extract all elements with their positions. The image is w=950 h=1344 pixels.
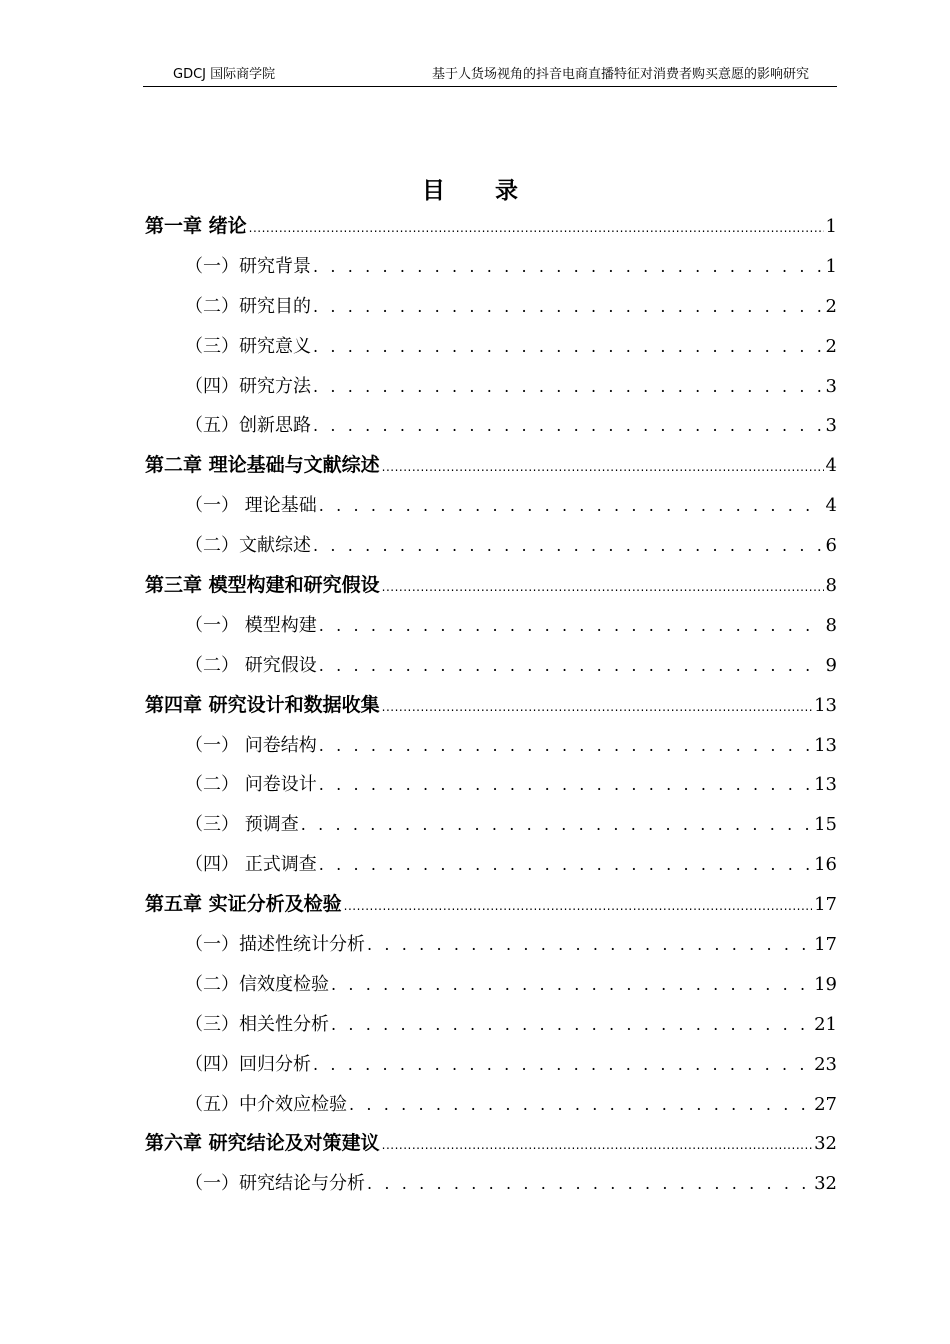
toc-entry-label: （一） 理论基础 bbox=[185, 495, 317, 517]
toc-page-number: 9 bbox=[825, 654, 837, 676]
toc-entry-label: 第三章 模型构建和研究假设 bbox=[145, 574, 380, 597]
toc-page-number: 2 bbox=[825, 295, 837, 317]
toc-page-number: 13 bbox=[814, 774, 837, 796]
toc-section-entry[interactable] bbox=[145, 646, 837, 686]
toc-section-entry[interactable] bbox=[145, 367, 837, 407]
toc-chapter-entry[interactable] bbox=[145, 566, 837, 606]
toc-entry-label: （五）中介效应检验 bbox=[185, 1093, 347, 1115]
toc-section-entry[interactable] bbox=[145, 406, 837, 446]
toc-entry-label: 第一章 绪论 bbox=[145, 215, 247, 237]
toc-entry-label: 第六章 研究结论及对策建议 bbox=[145, 1132, 380, 1155]
dot-leader bbox=[301, 805, 812, 845]
header-thesis-title: 基于人货场视角的抖音电商直播特征对消费者购买意愿的影响研究 bbox=[431, 67, 809, 82]
toc-page-number: 8 bbox=[825, 614, 837, 636]
toc-page-number: 23 bbox=[814, 1053, 837, 1075]
dot-leader bbox=[382, 446, 824, 488]
toc-entry-label: 第五章 实证分析及检验 bbox=[145, 893, 342, 916]
table-of-contents bbox=[145, 207, 837, 1204]
toc-page-number: 15 bbox=[814, 814, 837, 836]
toc-page-number: 17 bbox=[814, 934, 837, 956]
dot-leader bbox=[319, 606, 824, 646]
header-institution: GDCJ 国际商学院 bbox=[173, 67, 276, 82]
toc-section-entry[interactable] bbox=[145, 247, 837, 287]
toc-entry-label: （二） 问卷设计 bbox=[185, 774, 317, 796]
toc-chapter-entry[interactable] bbox=[145, 885, 837, 925]
toc-section-entry[interactable] bbox=[145, 726, 837, 766]
toc-entry-label: （一）研究结论与分析 bbox=[185, 1173, 365, 1195]
toc-section-entry[interactable] bbox=[145, 765, 837, 805]
dot-leader bbox=[319, 646, 824, 686]
dot-leader bbox=[367, 1164, 812, 1204]
toc-page-number: 32 bbox=[814, 1173, 837, 1195]
toc-page-number: 6 bbox=[825, 535, 837, 557]
toc-section-entry[interactable] bbox=[145, 805, 837, 845]
toc-entry-label: （二）信效度检验 bbox=[185, 973, 329, 995]
toc-section-entry[interactable] bbox=[145, 1005, 837, 1045]
toc-section-entry[interactable] bbox=[145, 1085, 837, 1125]
toc-entry-label: （三）相关性分析 bbox=[185, 1013, 329, 1035]
toc-section-entry[interactable] bbox=[145, 327, 837, 367]
toc-section-entry[interactable] bbox=[145, 965, 837, 1005]
toc-page-number: 4 bbox=[825, 495, 837, 517]
toc-page-number: 13 bbox=[814, 734, 837, 756]
toc-page-number: 16 bbox=[814, 854, 837, 876]
toc-entry-label: （四）研究方法 bbox=[185, 375, 311, 397]
toc-entry-label: （四）回归分析 bbox=[185, 1053, 311, 1075]
dot-leader bbox=[319, 765, 812, 805]
dot-leader bbox=[313, 1045, 812, 1085]
dot-leader bbox=[349, 1085, 812, 1125]
dot-leader bbox=[382, 566, 824, 608]
toc-page-number: 17 bbox=[814, 894, 837, 916]
dot-leader bbox=[313, 247, 824, 287]
toc-page-number: 21 bbox=[814, 1013, 837, 1035]
toc-entry-label: （一） 模型构建 bbox=[185, 614, 317, 636]
toc-entry-label: （三） 预调查 bbox=[185, 814, 299, 836]
toc-title: 目录 bbox=[422, 178, 568, 204]
toc-section-entry[interactable] bbox=[145, 486, 837, 526]
toc-section-entry[interactable] bbox=[145, 1164, 837, 1204]
toc-entry-label: （五）创新思路 bbox=[185, 415, 311, 437]
toc-chapter-entry[interactable] bbox=[145, 446, 837, 486]
dot-leader bbox=[313, 406, 824, 446]
dot-leader bbox=[319, 486, 824, 526]
dot-leader bbox=[367, 925, 812, 965]
toc-page-number: 19 bbox=[814, 973, 837, 995]
dot-leader bbox=[313, 327, 824, 367]
dot-leader bbox=[313, 367, 824, 407]
toc-section-entry[interactable] bbox=[145, 925, 837, 965]
toc-entry-label: （一）描述性统计分析 bbox=[185, 934, 365, 956]
toc-page-number: 1 bbox=[825, 216, 837, 237]
dot-leader bbox=[382, 686, 812, 728]
toc-entry-label: （一）研究背景 bbox=[185, 255, 311, 277]
toc-page-number: 32 bbox=[814, 1133, 837, 1155]
toc-entry-label: 第二章 理论基础与文献综述 bbox=[145, 454, 380, 477]
toc-entry-label: （二） 研究假设 bbox=[185, 654, 317, 676]
toc-page-number: 3 bbox=[825, 375, 837, 397]
toc-entry-label: 第四章 研究设计和数据收集 bbox=[145, 693, 380, 716]
dot-leader bbox=[382, 1124, 812, 1166]
dot-leader bbox=[319, 845, 812, 885]
toc-entry-label: （四） 正式调查 bbox=[185, 854, 317, 876]
toc-entry-label: （一） 问卷结构 bbox=[185, 734, 317, 756]
toc-entry-label: （二）文献综述 bbox=[185, 535, 311, 557]
toc-page-number: 1 bbox=[825, 255, 837, 277]
dot-leader bbox=[331, 965, 812, 1005]
dot-leader bbox=[313, 287, 824, 327]
dot-leader bbox=[313, 526, 824, 566]
toc-page-number: 27 bbox=[814, 1093, 837, 1115]
toc-chapter-entry[interactable] bbox=[145, 686, 837, 726]
toc-chapter-entry[interactable] bbox=[145, 207, 837, 247]
toc-page-number: 3 bbox=[825, 415, 837, 437]
dot-leader bbox=[249, 207, 824, 249]
toc-section-entry[interactable] bbox=[145, 526, 837, 566]
toc-section-entry[interactable] bbox=[145, 1045, 837, 1085]
dot-leader bbox=[344, 885, 812, 927]
toc-entry-label: （二）研究目的 bbox=[185, 295, 311, 317]
page-header bbox=[143, 66, 837, 87]
dot-leader bbox=[319, 726, 812, 766]
toc-page-number: 2 bbox=[825, 335, 837, 357]
toc-chapter-entry[interactable] bbox=[145, 1124, 837, 1164]
toc-page-number: 8 bbox=[825, 575, 837, 597]
toc-section-entry[interactable] bbox=[145, 845, 837, 885]
toc-entry-label: （三）研究意义 bbox=[185, 335, 311, 357]
dot-leader bbox=[331, 1005, 812, 1045]
toc-section-entry[interactable] bbox=[145, 606, 837, 646]
toc-section-entry[interactable] bbox=[145, 287, 837, 327]
toc-page-number: 4 bbox=[825, 455, 837, 477]
toc-page-number: 13 bbox=[814, 694, 837, 716]
